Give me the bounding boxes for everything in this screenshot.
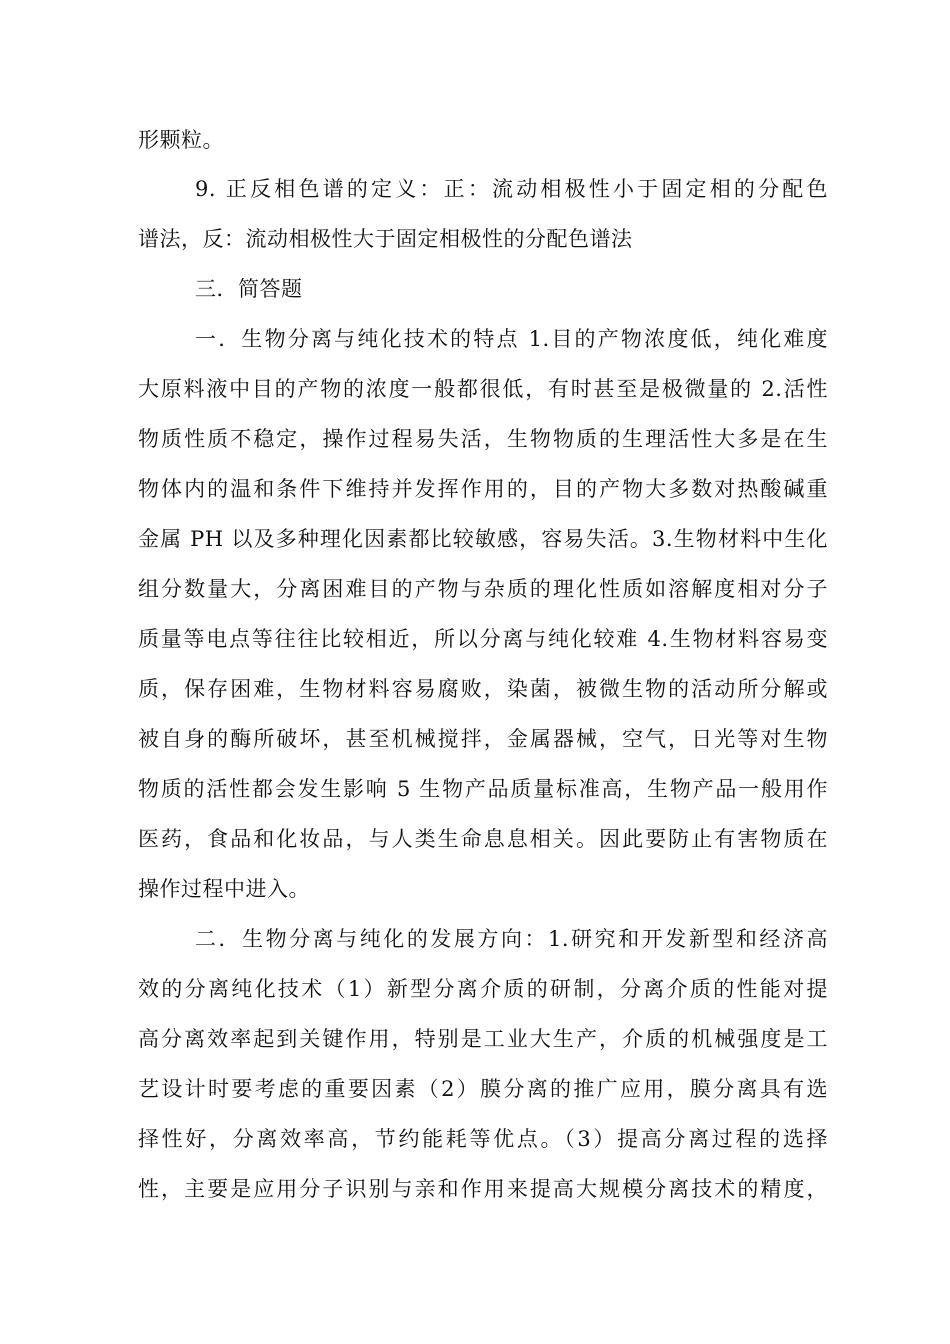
text-line: 物体内的温和条件下维持并发挥作用的，目的产物大多数对热酸碱重	[138, 477, 828, 501]
text-line: 二．生物分离与纯化的发展方向：1.研究和开发新型和经济高	[195, 927, 828, 951]
text-line: 一．生物分离与纯化技术的特点 1.目的产物浓度低，纯化难度	[195, 327, 828, 351]
text-line: 艺设计时要考虑的重要因素（2）膜分离的推广应用，膜分离具有选	[138, 1077, 828, 1101]
text-line: 质，保存困难，生物材料容易腐败，染菌，被微生物的活动所分解或	[138, 677, 828, 701]
text-line: 效的分离纯化技术（1）新型分离介质的研制，分离介质的性能对提	[138, 977, 828, 1001]
text-line: 谱法，反：流动相极性大于固定相极性的分配色谱法	[138, 227, 633, 251]
text-line: 大原料液中目的产物的浓度一般都很低，有时甚至是极微量的 2.活性	[138, 377, 828, 401]
section-heading: 三．简答题	[195, 277, 303, 301]
text-line: 物质性质不稳定，操作过程易失活，生物物质的生理活性大多是在生	[138, 427, 828, 451]
text-line: 被自身的酶所破坏，甚至机械搅拌，金属器械，空气，日光等对生物	[138, 727, 828, 751]
text-line: 质量等电点等往往比较相近，所以分离与纯化较难 4.生物材料容易变	[138, 627, 828, 651]
text-line: 形颗粒。	[138, 128, 224, 152]
text-line: 医药，食品和化妆品，与人类生命息息相关。因此要防止有害物质在	[138, 827, 828, 851]
text-line: 择性好，分离效率高，节约能耗等优点。（3）提高分离过程的选择	[138, 1127, 828, 1151]
text-line: 性，主要是应用分子识别与亲和作用来提高大规模分离技术的精度，	[138, 1177, 828, 1201]
text-line: 金属 PH 以及多种理化因素都比较敏感，容易失活。3.生物材料中生化	[138, 527, 828, 551]
text-line: 高分离效率起到关键作用，特别是工业大生产，介质的机械强度是工	[138, 1027, 828, 1051]
text-line: 物质的活性都会发生影响 5 生物产品质量标准高，生物产品一般用作	[138, 777, 828, 801]
text-line: 组分数量大，分离困难目的产物与杂质的理化性质如溶解度相对分子	[138, 577, 828, 601]
text-line: 操作过程中进入。	[138, 877, 310, 901]
text-line: 9. 正反相色谱的定义：正：流动相极性小于固定相的分配色	[195, 177, 828, 201]
